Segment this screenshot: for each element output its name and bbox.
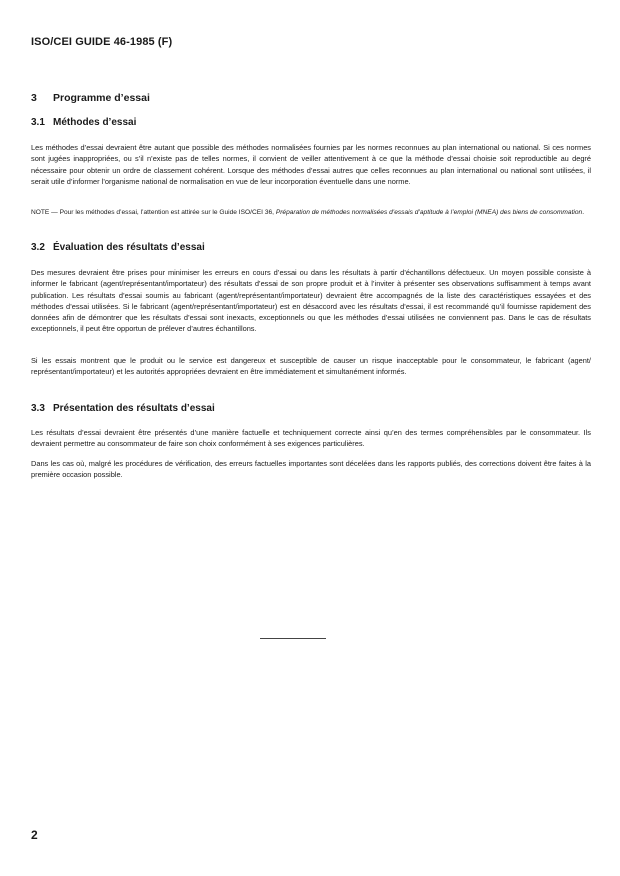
paragraph-3-3-presentation: Les résultats d’essai devraient être présentés d’une manière factuelle et techniquement correcte ainsi qu’en des termes compréhensibles par le consommateur. Ils devraient permettre au consommateur de faire son choix conformément à ses exigences particulières. (31, 428, 591, 449)
note-3-1 (31, 208, 591, 219)
paragraph-3-3-corrections: Dans les cas où, malgré les procédures de vérification, des erreurs factuelles importantes sont décelées dans les rapports publiés, des corrections doivent être faites à la première occasion possible. (31, 459, 591, 480)
subsection-heading-3-3 (31, 403, 215, 414)
subsection-heading-3-2 (31, 242, 205, 253)
subsection-number: 3.3 (31, 403, 45, 414)
subsection-heading-3-1 (31, 117, 136, 128)
note-prefix: NOTE — Pour les méthodes d’essai, l’attention est attirée sur le Guide ISO/CEI 36, (31, 209, 274, 216)
end-of-text-rule (260, 638, 326, 639)
paragraph-3-2-danger: Si les essais montrent que le produit ou le service est dangereux et susceptible de causer un risque inacceptable pour le consommateur, le fabricant (agent/ représentant/importateur) et les autorités appropriées devraient en être immédiatement et simultanément informés. (31, 356, 591, 377)
subsection-number: 3.2 (31, 242, 45, 253)
section-number: 3 (31, 92, 37, 104)
page-number: 2 (31, 828, 38, 842)
subsection-title: Présentation des résultats d’essai (53, 403, 215, 414)
paragraph-3-2-evaluation: Des mesures devraient être prises pour minimiser les erreurs en cours d’essai ou dans les résultats à partir d’échantillons défectueux. Un moyen possible consiste à informer le fabricant (agent/représentant/importateur) des résultats d’essai de son propre produit et à l’inviter à présenter ses observations suffisamment à temps avant publication. Les résultats d’essai soumis au fabricant (agent/représentant/importateur) devraient être accompagnés de la liste des caractéristiques essayées et des méthodes d’essai utilisées. Si le fabricant (agent/représentant/importateur) est en désaccord avec les résultats d’essai, il est recommandé qu’il fournisse rapidement des données afin de démontrer que les résultats d’essai sont inexacts, exceptionnels ou que les méthodes d’essai utilisées ne conviennent pas. Dans le cas de résultats exceptionnels, il peut être opportun de prélever d’autres échantillons. (31, 268, 591, 334)
subsection-title: Méthodes d’essai (53, 117, 137, 128)
section-title: Programme d’essai (53, 92, 150, 104)
note-suffix: . (582, 209, 585, 216)
subsection-title: Évaluation des résultats d’essai (53, 242, 205, 253)
note-italic-title: Préparation de méthodes normalisées d’essais d’aptitude à l’emploi (MNEA) des biens de consommation (275, 209, 583, 216)
paragraph-3-1-methods: Les méthodes d’essai devraient être autant que possible des méthodes normalisées fournies par les normes reconnues au plan international ou national. Si ces normes sont jugées inappropriées, ou s’il n’existe pas de telles normes, il convient de veiller attentivement à ce que la méthode d’essai choisie soit reproductible au degré nécessaire pour obtenir un ordre de classement cohérent. Lorsque des méthodes d’essai autres que celles reconnues au plan international ou national sont utilisées, il serait utile d’informer l’organisme national de normalisation en vue de leur incorporation éventuelle dans une norme. (31, 143, 591, 186)
document-header: ISO/CEI GUIDE 46-1985 (F) (31, 36, 173, 48)
subsection-number: 3.1 (31, 117, 45, 128)
section-heading (31, 92, 150, 104)
